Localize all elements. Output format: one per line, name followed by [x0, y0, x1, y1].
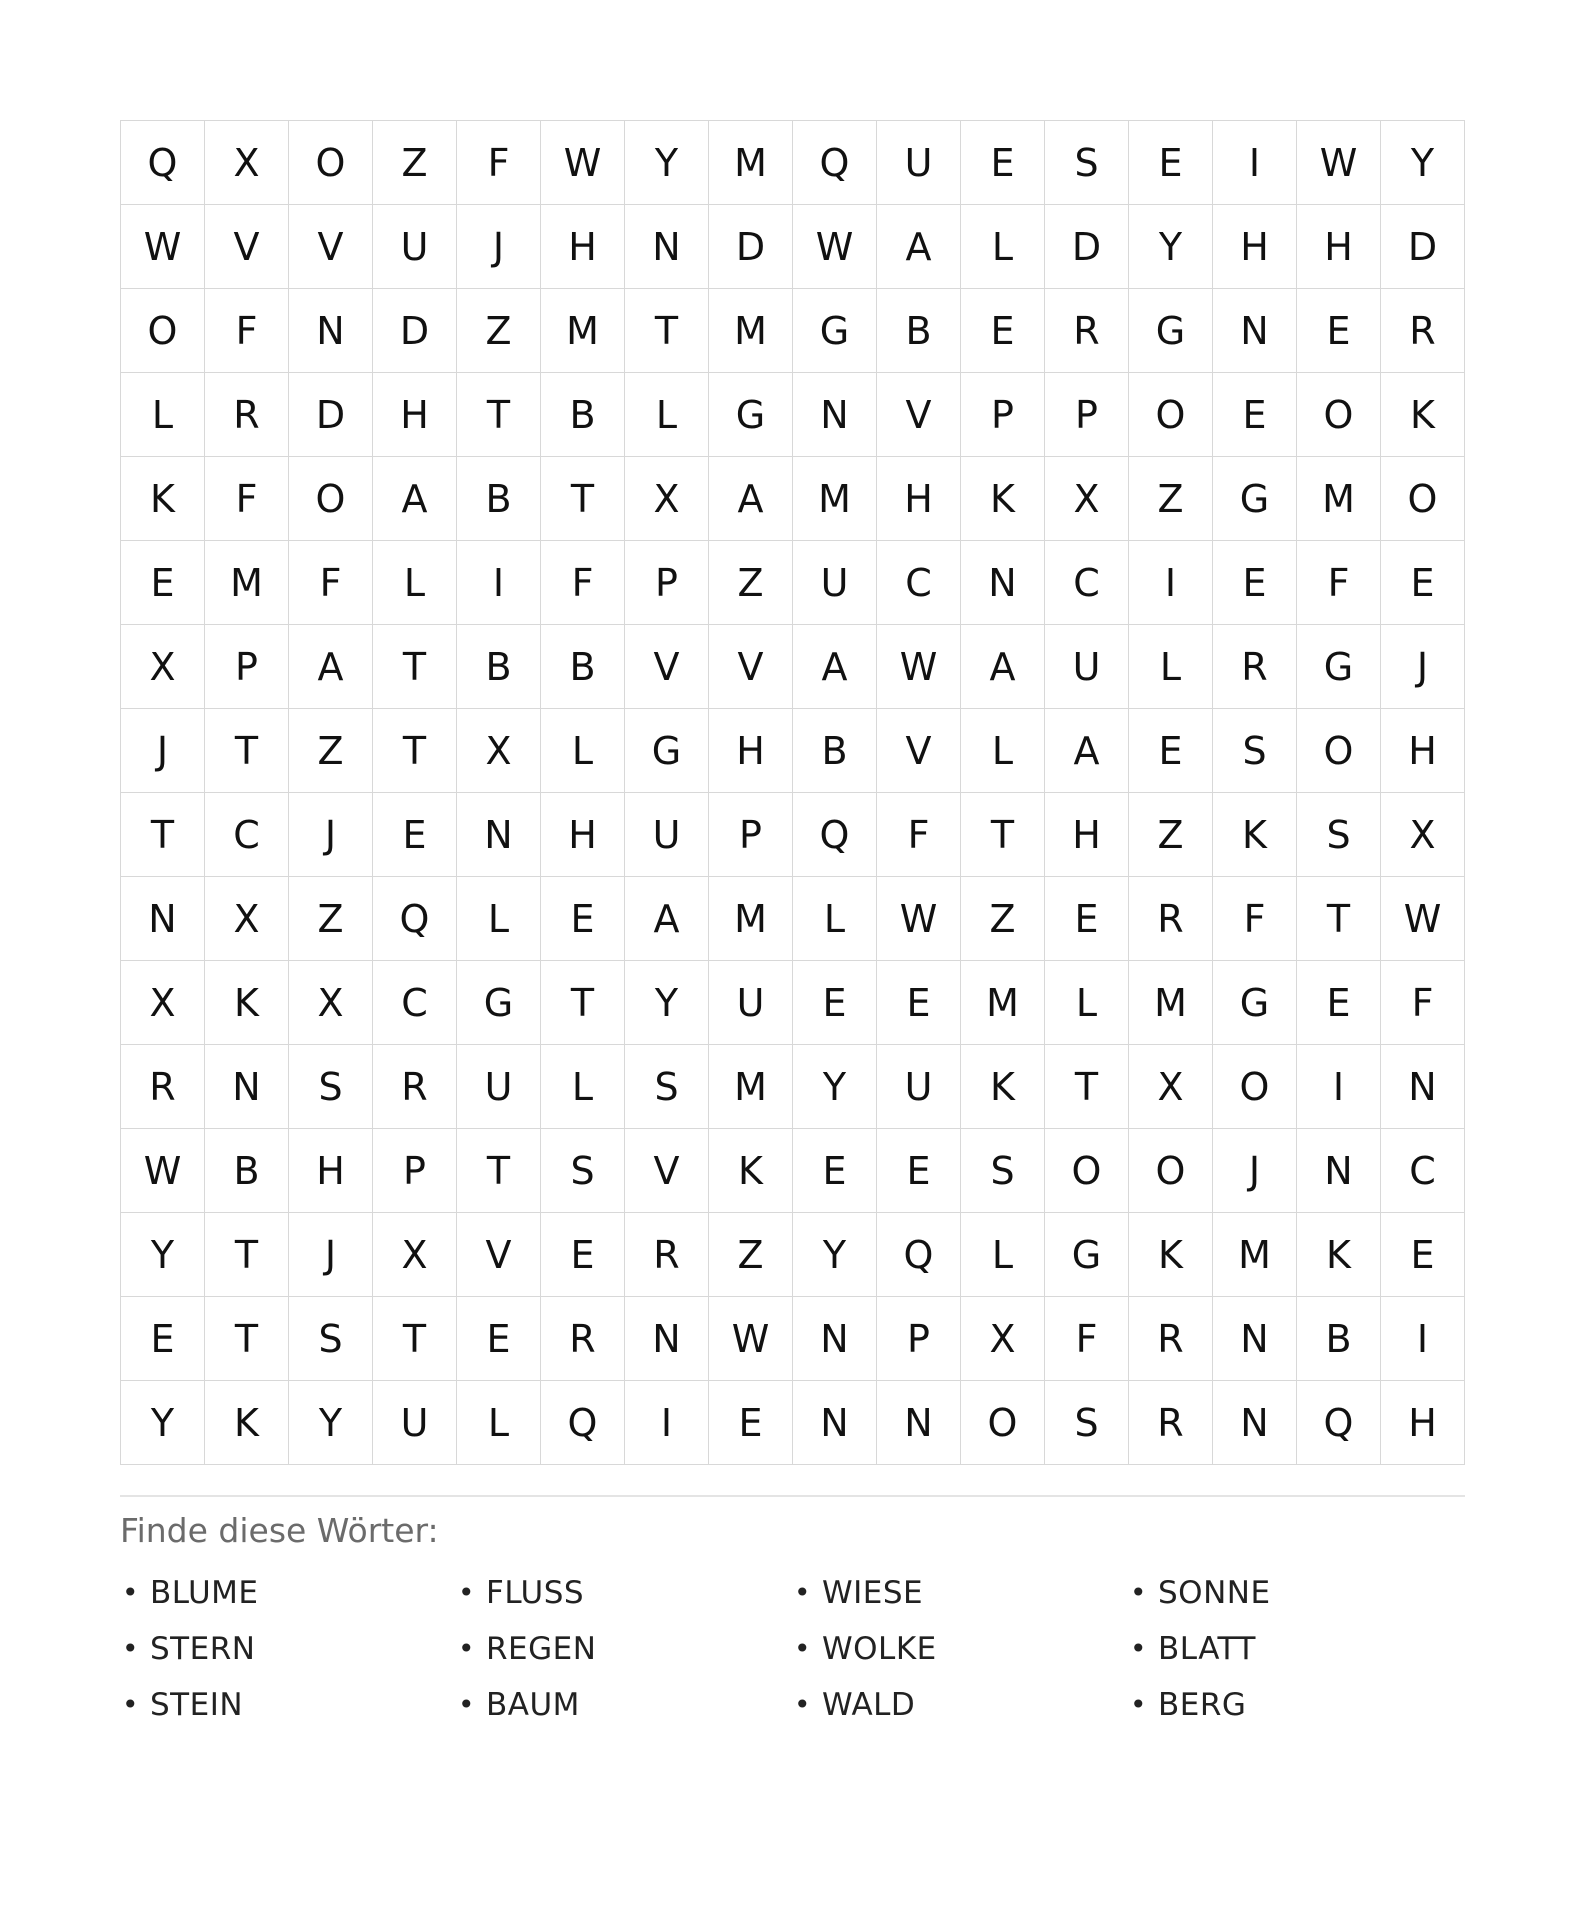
grid-cell[interactable]: O: [289, 457, 373, 541]
grid-cell[interactable]: M: [1297, 457, 1381, 541]
grid-cell[interactable]: B: [793, 709, 877, 793]
grid-cell[interactable]: Q: [793, 121, 877, 205]
grid-cell[interactable]: W: [121, 205, 205, 289]
grid-cell[interactable]: E: [1045, 877, 1129, 961]
word-label: STEIN: [150, 1686, 244, 1723]
grid-cell[interactable]: S: [1045, 121, 1129, 205]
grid-cell[interactable]: E: [877, 1129, 961, 1213]
grid-cell[interactable]: W: [877, 877, 961, 961]
grid-cell[interactable]: T: [541, 961, 625, 1045]
grid-cell[interactable]: P: [373, 1129, 457, 1213]
grid-cell[interactable]: E: [961, 121, 1045, 205]
grid-cell[interactable]: E: [793, 1129, 877, 1213]
grid-cell[interactable]: T: [373, 1297, 457, 1381]
grid-cell[interactable]: R: [205, 373, 289, 457]
grid-cell[interactable]: V: [625, 1129, 709, 1213]
word-label: BLUME: [150, 1574, 259, 1611]
grid-cell[interactable]: J: [289, 793, 373, 877]
grid-cell[interactable]: U: [373, 205, 457, 289]
word-list-item: [456, 1621, 792, 1677]
grid-cell[interactable]: K: [121, 457, 205, 541]
grid-cell[interactable]: I: [625, 1381, 709, 1465]
grid-cell[interactable]: O: [289, 121, 373, 205]
grid-cell[interactable]: L: [625, 373, 709, 457]
grid-cell[interactable]: X: [1045, 457, 1129, 541]
bullet-icon: •: [122, 1688, 140, 1722]
grid-cell[interactable]: X: [961, 1297, 1045, 1381]
grid-cell[interactable]: G: [457, 961, 541, 1045]
grid-cell[interactable]: C: [877, 541, 961, 625]
grid-cell[interactable]: L: [961, 205, 1045, 289]
grid-cell[interactable]: C: [1381, 1129, 1465, 1213]
word-label: FLUSS: [486, 1574, 585, 1611]
grid-cell[interactable]: X: [1129, 1045, 1213, 1129]
grid-cell[interactable]: L: [961, 709, 1045, 793]
word-list-item: [792, 1677, 1128, 1733]
grid-cell[interactable]: O: [1381, 457, 1465, 541]
grid-cell[interactable]: B: [205, 1129, 289, 1213]
grid-cell[interactable]: D: [709, 205, 793, 289]
grid-cell[interactable]: H: [1045, 793, 1129, 877]
grid-cell[interactable]: C: [373, 961, 457, 1045]
word-label: WALD: [822, 1686, 916, 1723]
word-label: BLATT: [1158, 1630, 1256, 1667]
grid-cell[interactable]: T: [457, 373, 541, 457]
grid-cell[interactable]: X: [373, 1213, 457, 1297]
grid-cell[interactable]: R: [1129, 877, 1213, 961]
grid-cell[interactable]: Y: [1381, 121, 1465, 205]
grid-cell[interactable]: A: [289, 625, 373, 709]
grid-cell[interactable]: Z: [709, 1213, 793, 1297]
grid-cell[interactable]: W: [121, 1129, 205, 1213]
grid-cell[interactable]: C: [205, 793, 289, 877]
grid-cell[interactable]: I: [1297, 1045, 1381, 1129]
grid-cell[interactable]: J: [1381, 625, 1465, 709]
grid-cell[interactable]: N: [793, 373, 877, 457]
grid-cell[interactable]: M: [709, 877, 793, 961]
word-list-item: [792, 1565, 1128, 1621]
grid-cell[interactable]: N: [205, 1045, 289, 1129]
grid-cell[interactable]: E: [1213, 373, 1297, 457]
grid-cell[interactable]: N: [1381, 1045, 1465, 1129]
grid-cell[interactable]: Z: [961, 877, 1045, 961]
grid-cell[interactable]: T: [205, 709, 289, 793]
divider: [120, 1495, 1465, 1497]
grid-cell[interactable]: E: [1381, 1213, 1465, 1297]
grid-cell[interactable]: G: [1045, 1213, 1129, 1297]
grid-cell[interactable]: N: [1213, 1297, 1297, 1381]
grid-cell[interactable]: R: [121, 1045, 205, 1129]
grid-cell[interactable]: S: [289, 1297, 373, 1381]
grid-cell[interactable]: A: [373, 457, 457, 541]
grid-cell[interactable]: E: [121, 1297, 205, 1381]
grid-cell[interactable]: Q: [1297, 1381, 1381, 1465]
grid-cell[interactable]: Y: [793, 1213, 877, 1297]
grid-cell[interactable]: K: [1213, 793, 1297, 877]
grid-cell[interactable]: D: [1381, 205, 1465, 289]
grid-cell[interactable]: O: [1129, 373, 1213, 457]
bullet-icon: •: [458, 1632, 476, 1666]
grid-cell[interactable]: C: [1045, 541, 1129, 625]
grid-cell[interactable]: P: [961, 373, 1045, 457]
grid-cell[interactable]: A: [961, 625, 1045, 709]
grid-cell[interactable]: N: [1213, 289, 1297, 373]
grid-cell[interactable]: W: [1297, 121, 1381, 205]
grid-cell[interactable]: O: [1213, 1045, 1297, 1129]
grid-cell[interactable]: K: [205, 961, 289, 1045]
grid-cell[interactable]: A: [709, 457, 793, 541]
word-list-item: [120, 1565, 456, 1621]
grid-cell[interactable]: K: [961, 457, 1045, 541]
grid-cell[interactable]: Y: [1129, 205, 1213, 289]
grid-cell[interactable]: W: [541, 121, 625, 205]
grid-cell[interactable]: X: [205, 121, 289, 205]
grid-cell[interactable]: U: [1045, 625, 1129, 709]
grid-cell[interactable]: Q: [121, 121, 205, 205]
grid-cell[interactable]: M: [541, 289, 625, 373]
grid-cell[interactable]: H: [1381, 709, 1465, 793]
grid-cell[interactable]: J: [121, 709, 205, 793]
grid-cell[interactable]: X: [457, 709, 541, 793]
grid-cell[interactable]: L: [373, 541, 457, 625]
grid-cell[interactable]: G: [1129, 289, 1213, 373]
word-list-item: [1128, 1565, 1464, 1621]
grid-cell[interactable]: G: [1213, 457, 1297, 541]
grid-cell[interactable]: P: [1045, 373, 1129, 457]
grid-cell[interactable]: N: [1297, 1129, 1381, 1213]
grid-cell[interactable]: K: [1381, 373, 1465, 457]
grid-cell[interactable]: I: [457, 541, 541, 625]
grid-cell[interactable]: N: [961, 541, 1045, 625]
grid-cell[interactable]: R: [1213, 625, 1297, 709]
bullet-icon: •: [458, 1688, 476, 1722]
grid-cell[interactable]: R: [373, 1045, 457, 1129]
grid-cell[interactable]: E: [1129, 709, 1213, 793]
grid-cell[interactable]: S: [961, 1129, 1045, 1213]
grid-cell[interactable]: E: [709, 1381, 793, 1465]
word-list-item: [456, 1565, 792, 1621]
grid-cell[interactable]: E: [457, 1297, 541, 1381]
grid-cell[interactable]: D: [289, 373, 373, 457]
grid-cell[interactable]: K: [709, 1129, 793, 1213]
grid-cell[interactable]: U: [625, 793, 709, 877]
bullet-icon: •: [794, 1576, 812, 1610]
grid-cell[interactable]: V: [289, 205, 373, 289]
grid-cell[interactable]: F: [205, 457, 289, 541]
grid-cell[interactable]: N: [1213, 1381, 1297, 1465]
grid-cell[interactable]: Q: [793, 793, 877, 877]
grid-cell[interactable]: T: [541, 457, 625, 541]
grid-cell[interactable]: Y: [625, 961, 709, 1045]
grid-cell[interactable]: M: [1129, 961, 1213, 1045]
bullet-icon: •: [122, 1632, 140, 1666]
grid-cell[interactable]: Z: [373, 121, 457, 205]
grid-cell[interactable]: L: [961, 1213, 1045, 1297]
grid-cell[interactable]: G: [625, 709, 709, 793]
bullet-icon: •: [794, 1688, 812, 1722]
grid-cell[interactable]: B: [457, 625, 541, 709]
grid-cell[interactable]: E: [1297, 961, 1381, 1045]
grid-cell[interactable]: T: [373, 625, 457, 709]
grid-cell[interactable]: P: [709, 793, 793, 877]
grid-cell[interactable]: U: [457, 1045, 541, 1129]
word-list-item: [120, 1621, 456, 1677]
grid-cell[interactable]: O: [121, 289, 205, 373]
grid-cell[interactable]: N: [625, 205, 709, 289]
grid-cell[interactable]: P: [205, 625, 289, 709]
grid-cell[interactable]: F: [289, 541, 373, 625]
grid-cell[interactable]: F: [1045, 1297, 1129, 1381]
grid-cell[interactable]: P: [625, 541, 709, 625]
grid-cell[interactable]: X: [625, 457, 709, 541]
grid-cell[interactable]: H: [1381, 1381, 1465, 1465]
grid-cell[interactable]: E: [541, 877, 625, 961]
grid-cell[interactable]: O: [1045, 1129, 1129, 1213]
word-label: BERG: [1158, 1686, 1247, 1723]
word-list-item: [792, 1621, 1128, 1677]
grid-cell[interactable]: Z: [709, 541, 793, 625]
grid-cell[interactable]: B: [541, 373, 625, 457]
grid-cell[interactable]: Y: [121, 1213, 205, 1297]
grid-cell[interactable]: E: [877, 961, 961, 1045]
grid-cell[interactable]: H: [877, 457, 961, 541]
grid-cell[interactable]: Z: [457, 289, 541, 373]
grid-cell[interactable]: M: [961, 961, 1045, 1045]
grid-cell[interactable]: F: [1381, 961, 1465, 1045]
grid-cell[interactable]: V: [625, 625, 709, 709]
grid-cell[interactable]: W: [877, 625, 961, 709]
bullet-icon: •: [122, 1576, 140, 1610]
grid-cell[interactable]: D: [373, 289, 457, 373]
grid-cell[interactable]: A: [793, 625, 877, 709]
grid-cell[interactable]: Z: [289, 709, 373, 793]
grid-cell[interactable]: M: [709, 289, 793, 373]
grid-cell[interactable]: L: [793, 877, 877, 961]
grid-cell[interactable]: E: [1381, 541, 1465, 625]
grid-cell[interactable]: U: [877, 1045, 961, 1129]
grid-cell[interactable]: W: [1381, 877, 1465, 961]
grid-cell[interactable]: X: [1381, 793, 1465, 877]
grid-cell[interactable]: N: [121, 877, 205, 961]
grid-cell[interactable]: O: [1297, 709, 1381, 793]
grid-cell[interactable]: N: [793, 1297, 877, 1381]
grid-cell[interactable]: Z: [289, 877, 373, 961]
grid-cell[interactable]: T: [625, 289, 709, 373]
grid-cell[interactable]: P: [877, 1297, 961, 1381]
grid-cell[interactable]: O: [1129, 1129, 1213, 1213]
grid-cell[interactable]: J: [457, 205, 541, 289]
grid-cell[interactable]: L: [1129, 625, 1213, 709]
grid-cell[interactable]: U: [877, 121, 961, 205]
grid-cell[interactable]: L: [1045, 961, 1129, 1045]
word-list-item: [120, 1677, 456, 1733]
grid-cell[interactable]: J: [1213, 1129, 1297, 1213]
word-label: WIESE: [822, 1574, 924, 1611]
grid-cell[interactable]: V: [877, 373, 961, 457]
bullet-icon: •: [1130, 1576, 1148, 1610]
bullet-icon: •: [794, 1632, 812, 1666]
grid-cell[interactable]: E: [961, 289, 1045, 373]
word-label: BAUM: [486, 1686, 580, 1723]
grid-cell[interactable]: E: [373, 793, 457, 877]
grid-cell[interactable]: B: [1297, 1297, 1381, 1381]
grid-cell[interactable]: G: [1213, 961, 1297, 1045]
grid-cell[interactable]: T: [1045, 1045, 1129, 1129]
grid-cell[interactable]: M: [205, 541, 289, 625]
bullet-icon: •: [1130, 1632, 1148, 1666]
word-label: WOLKE: [822, 1630, 937, 1667]
grid-cell[interactable]: E: [541, 1213, 625, 1297]
grid-cell[interactable]: S: [1213, 709, 1297, 793]
grid-cell[interactable]: L: [121, 373, 205, 457]
grid-cell[interactable]: F: [457, 121, 541, 205]
grid-cell[interactable]: Y: [793, 1045, 877, 1129]
grid-cell[interactable]: O: [961, 1381, 1045, 1465]
grid-cell[interactable]: D: [1045, 205, 1129, 289]
grid-cell[interactable]: H: [1213, 205, 1297, 289]
grid-cell[interactable]: T: [1297, 877, 1381, 961]
grid-cell[interactable]: F: [541, 541, 625, 625]
grid-cell[interactable]: M: [709, 121, 793, 205]
grid-cell[interactable]: F: [877, 793, 961, 877]
grid-cell[interactable]: U: [793, 541, 877, 625]
grid-cell[interactable]: R: [541, 1297, 625, 1381]
grid-cell[interactable]: F: [205, 289, 289, 373]
grid-cell[interactable]: S: [1045, 1381, 1129, 1465]
grid-cell[interactable]: X: [289, 961, 373, 1045]
grid-cell[interactable]: T: [205, 1297, 289, 1381]
grid-cell[interactable]: B: [541, 625, 625, 709]
word-search-puzzle: [120, 120, 1465, 1733]
grid-cell[interactable]: V: [205, 205, 289, 289]
grid-cell[interactable]: H: [289, 1129, 373, 1213]
grid-cell[interactable]: J: [289, 1213, 373, 1297]
bullet-icon: •: [458, 1576, 476, 1610]
grid-cell[interactable]: K: [961, 1045, 1045, 1129]
grid-cell[interactable]: U: [709, 961, 793, 1045]
grid-cell[interactable]: Z: [1129, 793, 1213, 877]
grid-cell[interactable]: N: [289, 289, 373, 373]
grid-cell[interactable]: T: [457, 1129, 541, 1213]
grid-cell[interactable]: F: [1297, 541, 1381, 625]
grid-cell[interactable]: Y: [121, 1381, 205, 1465]
grid-cell[interactable]: S: [541, 1129, 625, 1213]
grid-cell[interactable]: M: [1213, 1213, 1297, 1297]
grid-cell[interactable]: Q: [541, 1381, 625, 1465]
grid-cell[interactable]: U: [373, 1381, 457, 1465]
grid-cell[interactable]: R: [1045, 289, 1129, 373]
grid-cell[interactable]: Y: [625, 121, 709, 205]
grid-cell[interactable]: S: [1297, 793, 1381, 877]
grid-cell[interactable]: L: [457, 877, 541, 961]
grid-cell[interactable]: K: [205, 1381, 289, 1465]
grid-cell[interactable]: G: [793, 289, 877, 373]
grid-cell[interactable]: Q: [877, 1213, 961, 1297]
grid-cell[interactable]: G: [709, 373, 793, 457]
grid-cell[interactable]: K: [1129, 1213, 1213, 1297]
grid-cell[interactable]: H: [541, 205, 625, 289]
word-list-item: [456, 1677, 792, 1733]
grid-cell[interactable]: H: [373, 373, 457, 457]
grid-cell[interactable]: H: [541, 793, 625, 877]
grid-cell[interactable]: L: [541, 1045, 625, 1129]
grid-cell[interactable]: T: [205, 1213, 289, 1297]
grid-cell[interactable]: E: [1297, 289, 1381, 373]
grid-cell[interactable]: T: [121, 793, 205, 877]
grid-cell[interactable]: F: [1213, 877, 1297, 961]
grid-cell[interactable]: X: [205, 877, 289, 961]
grid-cell[interactable]: M: [793, 457, 877, 541]
grid-cell[interactable]: H: [1297, 205, 1381, 289]
bullet-icon: •: [1130, 1688, 1148, 1722]
grid-cell[interactable]: R: [1129, 1297, 1213, 1381]
grid-cell[interactable]: Z: [1129, 457, 1213, 541]
grid-cell[interactable]: W: [709, 1297, 793, 1381]
grid-cell[interactable]: N: [877, 1381, 961, 1465]
grid-cell[interactable]: H: [709, 709, 793, 793]
word-label: REGEN: [486, 1630, 597, 1667]
word-label: SONNE: [1158, 1574, 1271, 1611]
word-list-heading: Finde diese Wörter:: [120, 1511, 439, 1550]
grid-cell[interactable]: I: [1129, 541, 1213, 625]
grid-cell[interactable]: N: [625, 1297, 709, 1381]
grid-cell[interactable]: A: [1045, 709, 1129, 793]
grid-cell[interactable]: L: [457, 1381, 541, 1465]
grid-cell[interactable]: Y: [289, 1381, 373, 1465]
grid-cell[interactable]: E: [793, 961, 877, 1045]
grid-cell[interactable]: T: [373, 709, 457, 793]
grid-cell[interactable]: V: [709, 625, 793, 709]
grid-cell[interactable]: W: [793, 205, 877, 289]
word-list-item: [1128, 1677, 1464, 1733]
grid-cell[interactable]: E: [1129, 121, 1213, 205]
grid-cell[interactable]: B: [457, 457, 541, 541]
grid-cell[interactable]: R: [625, 1213, 709, 1297]
grid-cell[interactable]: B: [877, 289, 961, 373]
grid-cell[interactable]: G: [1297, 625, 1381, 709]
grid-cell[interactable]: R: [1129, 1381, 1213, 1465]
grid-cell[interactable]: X: [121, 961, 205, 1045]
grid-cell[interactable]: K: [1297, 1213, 1381, 1297]
grid-cell[interactable]: S: [625, 1045, 709, 1129]
grid-cell[interactable]: I: [1213, 121, 1297, 205]
letter-grid: [120, 120, 1465, 1465]
grid-cell[interactable]: O: [1297, 373, 1381, 457]
grid-cell[interactable]: N: [457, 793, 541, 877]
grid-cell[interactable]: N: [793, 1381, 877, 1465]
grid-cell[interactable]: A: [625, 877, 709, 961]
grid-cell[interactable]: R: [1381, 289, 1465, 373]
grid-cell[interactable]: E: [1213, 541, 1297, 625]
word-list: [120, 1565, 1465, 1733]
grid-cell[interactable]: M: [709, 1045, 793, 1129]
grid-cell[interactable]: Q: [373, 877, 457, 961]
grid-cell[interactable]: S: [289, 1045, 373, 1129]
word-list-item: [1128, 1621, 1464, 1677]
grid-cell[interactable]: E: [121, 541, 205, 625]
grid-cell[interactable]: X: [121, 625, 205, 709]
word-label: STERN: [150, 1630, 256, 1667]
grid-cell[interactable]: T: [961, 793, 1045, 877]
grid-cell[interactable]: V: [877, 709, 961, 793]
grid-cell[interactable]: I: [1381, 1297, 1465, 1381]
grid-cell[interactable]: V: [457, 1213, 541, 1297]
grid-cell[interactable]: L: [541, 709, 625, 793]
grid-cell[interactable]: A: [877, 205, 961, 289]
